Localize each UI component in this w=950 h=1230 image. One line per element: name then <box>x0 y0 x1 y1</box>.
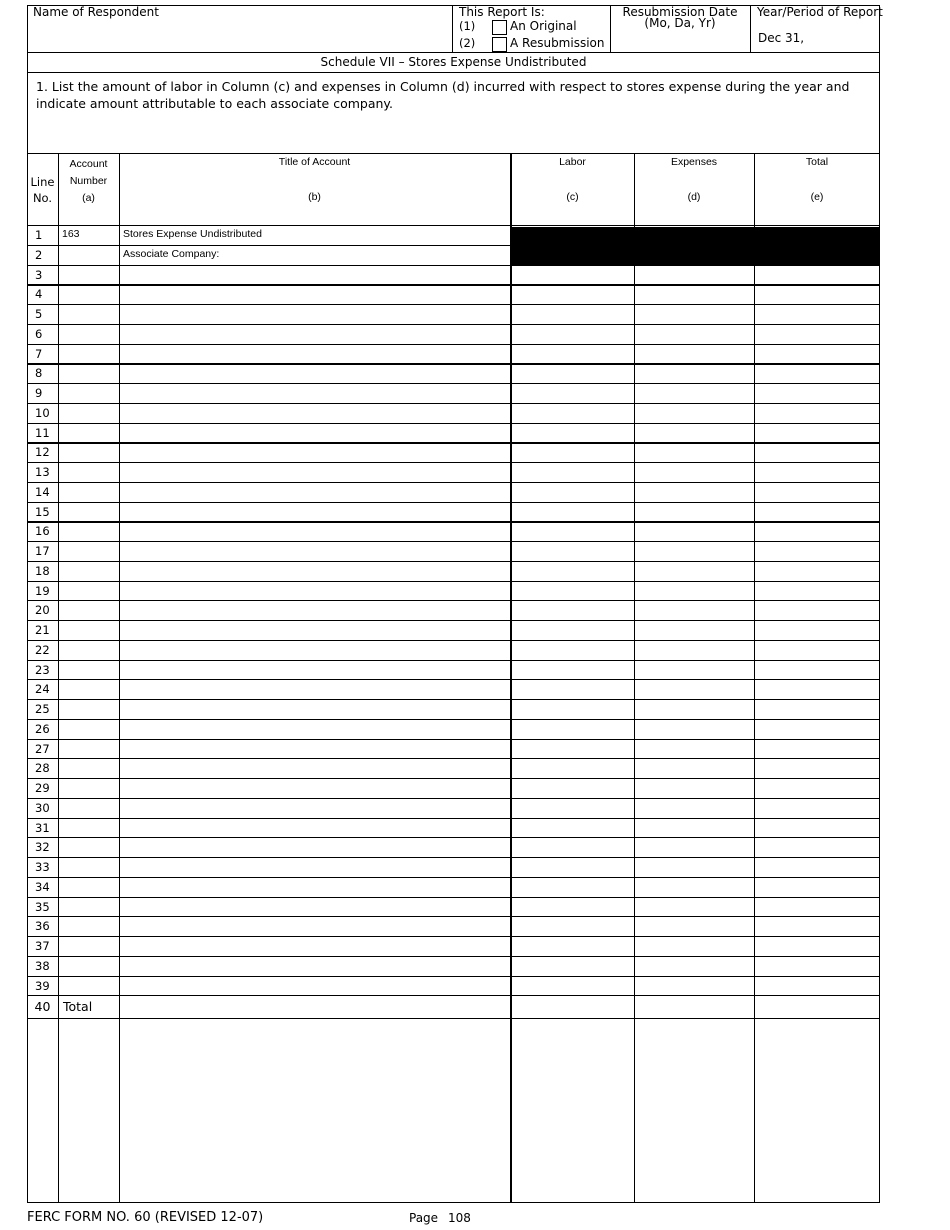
row-line-number: 10 <box>35 405 50 420</box>
year-period-label: Year/Period of Report <box>757 5 883 19</box>
col-total-code: (e) <box>810 191 824 203</box>
row-rule <box>27 363 880 365</box>
row-line-number: 15 <box>35 504 50 519</box>
row-line-number: 8 <box>35 366 43 381</box>
account-code: (a) <box>82 192 95 204</box>
row-rule <box>27 245 880 246</box>
col-sep-expenses <box>754 153 755 1203</box>
row-rule <box>27 600 880 601</box>
row-line-number: 35 <box>35 899 50 914</box>
row-line-number: 12 <box>35 445 50 460</box>
row-rule <box>27 423 880 424</box>
row-rule <box>27 897 880 898</box>
row-rule <box>27 442 880 444</box>
resubmission-date-format: (Mo, Da, Yr) <box>644 16 716 30</box>
row-line-number: 4 <box>35 287 43 302</box>
row-rule <box>27 265 880 266</box>
row-account-title: Associate Company: <box>123 247 220 260</box>
row-rule <box>27 462 880 463</box>
header-divider-1 <box>452 5 453 53</box>
col-total-label: Total <box>805 156 829 168</box>
row-line-number: 18 <box>35 563 50 578</box>
row-line-number: 20 <box>35 603 50 618</box>
row-line-number: 28 <box>35 761 50 776</box>
row-line-number: 13 <box>35 465 50 479</box>
col-labor-label: Labor <box>559 156 586 168</box>
report-is-label: This Report Is: <box>459 5 545 19</box>
header-divider-3 <box>750 5 751 53</box>
row-line-number: 6 <box>35 326 43 341</box>
original-label: An Original <box>510 19 577 33</box>
row-line-number: 22 <box>35 642 50 657</box>
col-account-label <box>58 156 119 207</box>
row-rule <box>27 758 880 759</box>
total-row-line: 40 <box>34 999 51 1014</box>
row-line-number: 30 <box>35 800 50 815</box>
instruction-text: 1. List the amount of labor in Column (c) and expenses in Column (d) incurred with respect to stores expense during the year and indicate amount attributable to each associate company. <box>36 79 850 111</box>
row-rule <box>27 640 880 641</box>
row-line-number: 29 <box>35 781 50 795</box>
col-title-code: (b) <box>308 191 321 203</box>
row-line-number: 37 <box>35 939 50 953</box>
row-rule <box>27 699 880 700</box>
row-rule <box>27 620 880 621</box>
total-row-label: Total <box>63 999 93 1014</box>
row-rule <box>27 403 880 404</box>
resubmission-date-label: Resubmission Date <box>622 5 738 19</box>
row-line-number: 27 <box>35 741 50 756</box>
row-line-number: 16 <box>35 524 50 539</box>
row-rule <box>27 561 880 562</box>
row-line-number: 21 <box>35 623 50 637</box>
row-line-number: 24 <box>35 682 50 697</box>
option2-number: (2) <box>459 36 476 50</box>
row-rule <box>27 778 880 779</box>
page-number: 108 <box>448 1211 471 1225</box>
row-line-number: 14 <box>35 484 50 499</box>
row-line-number: 26 <box>35 721 50 736</box>
row-rule <box>27 541 880 542</box>
line-label-1: Line <box>30 175 55 189</box>
row-rule <box>27 956 880 957</box>
row-line-number: 5 <box>35 307 43 321</box>
row-rule <box>27 660 880 661</box>
row-rule <box>27 679 880 680</box>
col-sep-line <box>58 153 59 1203</box>
row-rule <box>27 976 880 977</box>
row-rule <box>27 324 880 325</box>
respondent-label: Name of Respondent <box>33 5 159 19</box>
resubmission-checkbox[interactable] <box>492 37 507 52</box>
year-period-value: Dec 31, <box>758 31 805 45</box>
row-rule <box>27 521 880 523</box>
account-label-2: Number <box>69 175 108 187</box>
row-rule <box>27 837 880 838</box>
row-line-number: 33 <box>35 860 50 874</box>
row-account-title: Stores Expense Undistributed <box>123 228 262 240</box>
row-line-number: 7 <box>35 346 43 361</box>
row-line-number: 19 <box>35 583 50 598</box>
row-rule <box>27 916 880 917</box>
row-line-number: 11 <box>35 425 50 440</box>
row-line-number: 9 <box>35 386 43 400</box>
row-rule <box>27 581 880 582</box>
row-account-number: 163 <box>62 228 80 240</box>
row-line-number: 3 <box>35 267 43 282</box>
header-rule <box>27 225 880 226</box>
total-row-bottom <box>27 1018 880 1019</box>
row-rule <box>27 383 880 384</box>
row-rule <box>27 857 880 858</box>
row-line-number: 23 <box>35 662 50 677</box>
col-title-label: Title of Account <box>278 156 351 168</box>
row-line-number: 39 <box>35 978 50 993</box>
form-number: FERC FORM NO. 60 (REVISED 12-07) <box>27 1210 264 1225</box>
row-line-number: 2 <box>35 247 43 262</box>
row-rule <box>27 284 880 286</box>
row-line-number: 36 <box>35 919 50 934</box>
row-line-number: 34 <box>35 879 50 894</box>
col-sep-account <box>119 153 120 1203</box>
original-checkbox[interactable] <box>492 20 507 35</box>
col-sep-labor <box>634 153 635 1203</box>
col-sep-title <box>510 153 512 1203</box>
row-rule <box>27 482 880 483</box>
row-line-number: 1 <box>35 228 43 242</box>
row-rule <box>27 502 880 503</box>
row-rule <box>27 719 880 720</box>
row-rule <box>27 344 880 345</box>
blocked-cells <box>511 227 880 266</box>
total-row-top <box>27 995 880 996</box>
col-labor-code: (c) <box>566 191 579 203</box>
option1-number: (1) <box>459 19 476 33</box>
row-rule <box>27 798 880 799</box>
col-expenses-label: Expenses <box>670 156 718 168</box>
resubmission-label: A Resubmission <box>510 36 605 50</box>
account-label-1: Account <box>69 158 108 170</box>
row-line-number: 31 <box>35 820 50 835</box>
row-line-number: 25 <box>35 702 50 716</box>
row-rule <box>27 936 880 937</box>
row-line-number: 32 <box>35 840 50 855</box>
row-line-number: 17 <box>35 544 50 558</box>
line-label-2: No. <box>32 191 53 205</box>
row-rule <box>27 877 880 878</box>
row-line-number: 38 <box>35 958 50 973</box>
row-rule <box>27 304 880 305</box>
schedule-title: Schedule VII – Stores Expense Undistributed <box>320 55 587 69</box>
page-label: Page <box>409 1211 439 1225</box>
row-rule <box>27 739 880 740</box>
row-rule <box>27 818 880 819</box>
col-expenses-code: (d) <box>687 191 701 203</box>
col-line-label <box>27 174 58 206</box>
table-frame <box>27 153 880 1203</box>
